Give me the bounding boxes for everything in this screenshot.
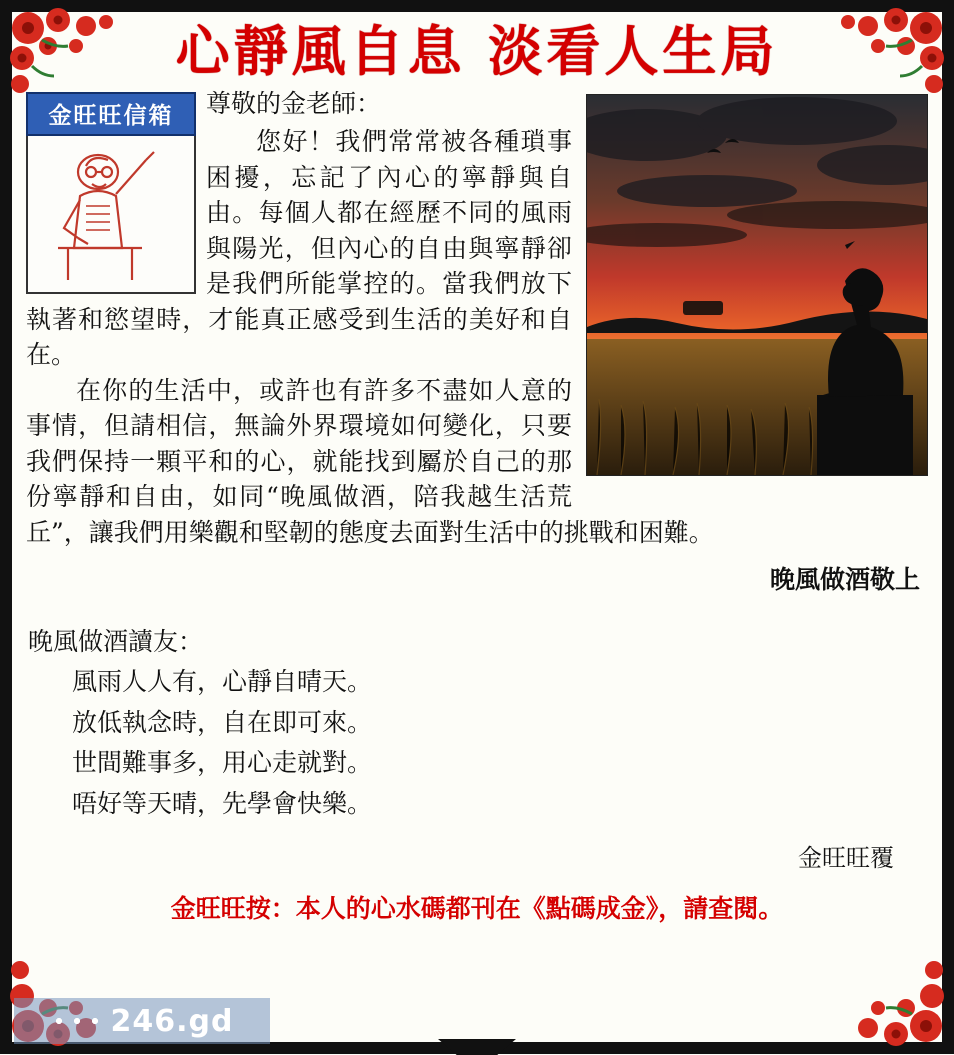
watermark (14, 998, 270, 1044)
footnote: 金旺旺按：本人的心水碼都刊在《點碼成金》，請查閱。 (170, 894, 784, 924)
letter-body (16, 86, 938, 925)
reply-line: 風雨人人有，心靜自晴天。 (72, 667, 373, 697)
letter-salutation: 尊敬的金老師： (206, 89, 382, 119)
reply-line: 世間難事多，用心走就對。 (72, 748, 373, 778)
page-title: 心靜風自息 淡看人生局 (175, 19, 779, 83)
watermark-text: 246.gd (110, 1003, 234, 1039)
reply-heading: 晚風做酒讀友： (28, 627, 204, 657)
poster-content (16, 14, 938, 1040)
sunset-silhouette-photo (586, 94, 928, 476)
mailbox-label: 金旺旺信箱 (26, 92, 196, 136)
letter-paragraph-2: 在你的生活中，或許也有許多不盡如人意的事情，但請相信，無論外界環境如何變化，只要我們保持一顆平和的心，就能找到屬於自己的那份寧靜和自由，如同“晚風做酒，陪我越生活荒丘”，讓我們用樂觀和堅韌的態度去面對生活中的挑戰和困難。 (26, 375, 714, 547)
reply-line: 放低執念時，自在即可來。 (72, 707, 373, 737)
letter-signature: 晚風做酒敬上 (769, 565, 920, 595)
teacher-illustration-icon (26, 136, 196, 294)
reply-line: 唔好等天晴，先學會快樂。 (72, 788, 373, 818)
mailbox-logo (26, 92, 196, 294)
letter-paragraph-1: 您好！我們常常被各種瑣事困擾，忘記了內心的寧靜與自由。每個人都在經歷不同的風雨與陽光，但內心的自由與寧靜卻是我們所能掌控的。當我們放下執著和慾望時，才能真正感受到生活的美好和自在。 (26, 127, 572, 370)
dots-icon (51, 1011, 105, 1031)
reply-signature: 金旺旺覆 (798, 844, 894, 873)
